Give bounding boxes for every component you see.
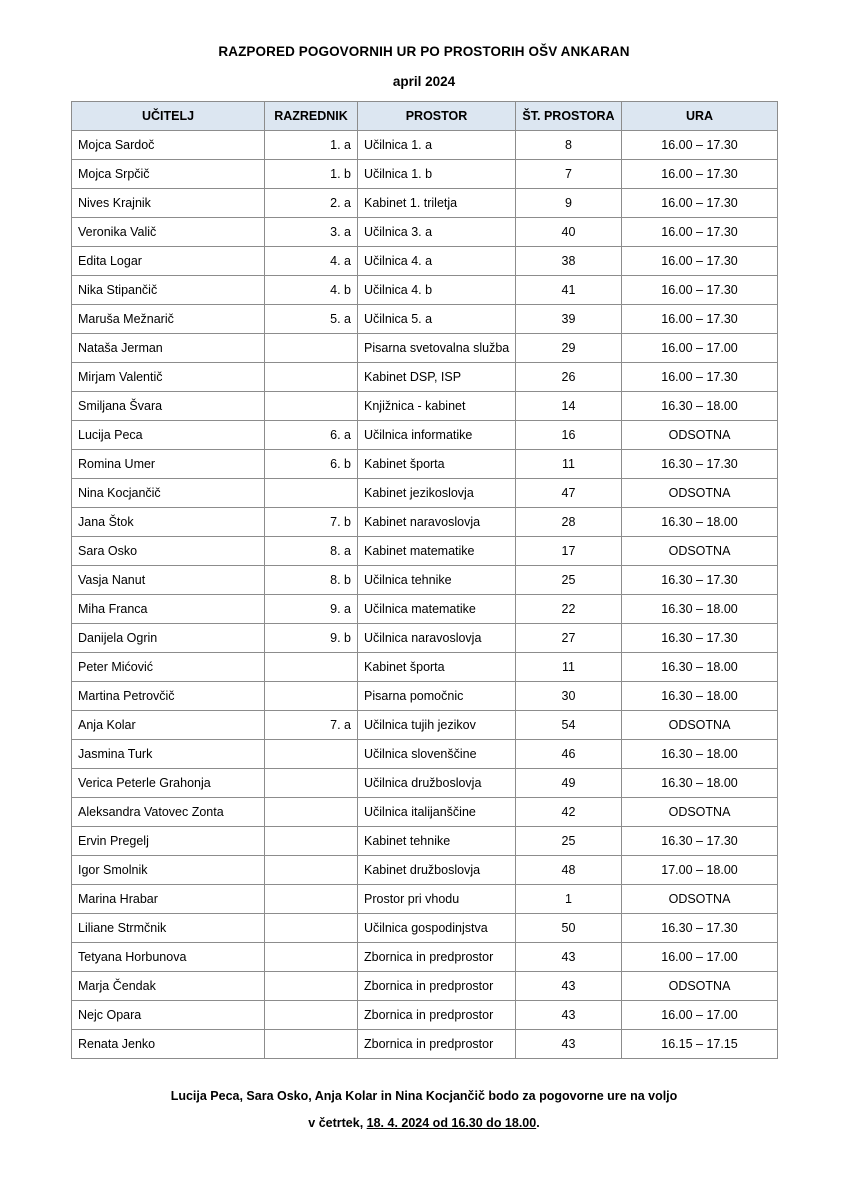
class-cell: 2. a [265,189,358,218]
class-cell [265,1001,358,1030]
room-number-cell: 30 [516,682,622,711]
table-row [72,363,778,392]
room-number-cell: 1 [516,885,622,914]
room-cell: Učilnica 5. a [358,305,516,334]
header-teacher: UČITELJ [72,102,265,131]
room-number-cell: 14 [516,392,622,421]
table-body [72,131,778,1059]
class-cell [265,943,358,972]
time-cell: 16.00 – 17.30 [622,305,778,334]
time-cell: 16.00 – 17.30 [622,363,778,392]
room-number-cell: 48 [516,856,622,885]
time-cell: 16.30 – 18.00 [622,769,778,798]
table-row [72,160,778,189]
table-row [72,421,778,450]
room-cell: Kabinet družboslovja [358,856,516,885]
room-number-cell: 50 [516,914,622,943]
teacher-cell: Verica Peterle Grahonja [72,769,265,798]
class-cell [265,1030,358,1059]
time-cell: 16.30 – 18.00 [622,682,778,711]
table-row [72,392,778,421]
table-row [72,247,778,276]
class-cell [265,856,358,885]
room-cell: Učilnica 1. b [358,160,516,189]
time-cell: 16.30 – 18.00 [622,392,778,421]
teacher-cell: Ervin Pregelj [72,827,265,856]
time-cell: 16.00 – 17.30 [622,160,778,189]
room-number-cell: 42 [516,798,622,827]
teacher-cell: Igor Smolnik [72,856,265,885]
room-number-cell: 43 [516,1030,622,1059]
room-number-cell: 39 [516,305,622,334]
teacher-cell: Miha Franca [72,595,265,624]
time-cell: 16.30 – 18.00 [622,740,778,769]
teacher-cell: Nina Kocjančič [72,479,265,508]
table-row [72,566,778,595]
time-cell: 16.30 – 17.30 [622,450,778,479]
time-cell: 17.00 – 18.00 [622,856,778,885]
teacher-cell: Mojca Srpčič [72,160,265,189]
class-cell: 9. b [265,624,358,653]
teacher-cell: Romina Umer [72,450,265,479]
teacher-cell: Tetyana Horbunova [72,943,265,972]
time-cell: ODSOTNA [622,421,778,450]
room-number-cell: 38 [516,247,622,276]
class-cell: 1. b [265,160,358,189]
table-row [72,769,778,798]
room-number-cell: 47 [516,479,622,508]
time-cell: ODSOTNA [622,885,778,914]
time-cell: 16.00 – 17.30 [622,189,778,218]
room-cell: Učilnica 1. a [358,131,516,160]
class-cell [265,827,358,856]
class-cell: 8. b [265,566,358,595]
class-cell [265,740,358,769]
class-cell [265,479,358,508]
time-cell: 16.15 – 17.15 [622,1030,778,1059]
room-number-cell: 41 [516,276,622,305]
room-number-cell: 28 [516,508,622,537]
teacher-cell: Veronika Valič [72,218,265,247]
time-cell: 16.30 – 17.30 [622,827,778,856]
teacher-cell: Marina Hrabar [72,885,265,914]
table-row [72,624,778,653]
teacher-cell: Smiljana Švara [72,392,265,421]
class-cell: 8. a [265,537,358,566]
header-time: URA [622,102,778,131]
room-number-cell: 43 [516,943,622,972]
class-cell [265,972,358,1001]
page-subtitle: april 2024 [392,74,456,89]
table-row [72,711,778,740]
teacher-cell: Jasmina Turk [72,740,265,769]
table-row [72,334,778,363]
room-cell: Kabinet tehnike [358,827,516,856]
class-cell: 6. a [265,421,358,450]
room-number-cell: 11 [516,653,622,682]
header-class-teacher: RAZREDNIK [265,102,358,131]
teacher-cell: Maruša Mežnarič [72,305,265,334]
room-cell: Učilnica informatike [358,421,516,450]
room-cell: Pisarna svetovalna služba [358,334,516,363]
time-cell: 16.30 – 17.30 [622,566,778,595]
time-cell: 16.00 – 17.30 [622,131,778,160]
time-cell: 16.00 – 17.30 [622,247,778,276]
table-row [72,1030,778,1059]
time-cell: 16.30 – 17.30 [622,624,778,653]
teacher-cell: Danijela Ogrin [72,624,265,653]
teacher-cell: Nives Krajnik [72,189,265,218]
table-row [72,943,778,972]
room-cell: Učilnica tehnike [358,566,516,595]
class-cell: 5. a [265,305,358,334]
note-line-2 [0,1116,848,1130]
teacher-cell: Nejc Opara [72,1001,265,1030]
room-cell: Kabinet naravoslovja [358,508,516,537]
time-cell: 16.00 – 17.30 [622,218,778,247]
time-cell: 16.30 – 18.00 [622,595,778,624]
class-cell: 1. a [265,131,358,160]
teacher-cell: Jana Štok [72,508,265,537]
room-cell: Kabinet 1. triletja [358,189,516,218]
room-cell: Pisarna pomočnic [358,682,516,711]
room-number-cell: 46 [516,740,622,769]
time-cell: 16.00 – 17.30 [622,276,778,305]
table-row [72,189,778,218]
room-cell: Učilnica italijanščine [358,798,516,827]
room-cell: Učilnica slovenščine [358,740,516,769]
room-cell: Učilnica 4. b [358,276,516,305]
table-row [72,798,778,827]
room-number-cell: 54 [516,711,622,740]
time-cell: 16.30 – 18.00 [622,508,778,537]
room-number-cell: 43 [516,972,622,1001]
class-cell [265,653,358,682]
class-cell: 4. a [265,247,358,276]
class-cell [265,334,358,363]
teacher-cell: Peter Mićović [72,653,265,682]
time-cell: ODSOTNA [622,711,778,740]
time-cell: ODSOTNA [622,537,778,566]
class-cell [265,769,358,798]
room-cell: Učilnica 3. a [358,218,516,247]
class-cell [265,885,358,914]
time-cell: 16.00 – 17.00 [622,334,778,363]
teacher-cell: Martina Petrovčič [72,682,265,711]
room-number-cell: 8 [516,131,622,160]
room-number-cell: 27 [516,624,622,653]
class-cell: 3. a [265,218,358,247]
room-number-cell: 22 [516,595,622,624]
room-number-cell: 11 [516,450,622,479]
table-row [72,827,778,856]
room-number-cell: 9 [516,189,622,218]
header-room-number: ŠT. PROSTORA [516,102,622,131]
class-cell [265,798,358,827]
class-cell [265,914,358,943]
table-row [72,885,778,914]
teacher-cell: Vasja Nanut [72,566,265,595]
table-row [72,305,778,334]
room-number-cell: 29 [516,334,622,363]
note-line-2-date: 18. 4. 2024 od 16.30 do 18.00 [366,1116,537,1130]
class-cell: 7. a [265,711,358,740]
class-cell: 6. b [265,450,358,479]
room-number-cell: 26 [516,363,622,392]
room-number-cell: 40 [516,218,622,247]
room-number-cell: 7 [516,160,622,189]
class-cell [265,363,358,392]
teacher-cell: Nika Stipančič [72,276,265,305]
room-cell: Kabinet jezikoslovja [358,479,516,508]
table-row [72,653,778,682]
note-line-2-suffix: . [536,1116,540,1130]
room-cell: Učilnica družboslovja [358,769,516,798]
time-cell: ODSOTNA [622,479,778,508]
note-line-1: Lucija Peca, Sara Osko, Anja Kolar in Nina Kocjančič bodo za pogovorne ure na voljo [170,1089,678,1103]
table-row [72,914,778,943]
room-number-cell: 49 [516,769,622,798]
room-cell: Učilnica matematike [358,595,516,624]
class-cell: 4. b [265,276,358,305]
table-row [72,595,778,624]
table-row [72,131,778,160]
table-header-row [72,102,778,131]
room-cell: Zbornica in predprostor [358,1001,516,1030]
class-cell [265,682,358,711]
teacher-cell: Aleksandra Vatovec Zonta [72,798,265,827]
table-row [72,218,778,247]
time-cell: 16.00 – 17.00 [622,1001,778,1030]
room-number-cell: 17 [516,537,622,566]
class-cell [265,392,358,421]
room-cell: Prostor pri vhodu [358,885,516,914]
teacher-cell: Marja Čendak [72,972,265,1001]
room-number-cell: 25 [516,566,622,595]
teacher-cell: Liliane Strmčnik [72,914,265,943]
teacher-cell: Sara Osko [72,537,265,566]
room-number-cell: 43 [516,1001,622,1030]
room-cell: Učilnica 4. a [358,247,516,276]
table-row [72,450,778,479]
time-cell: ODSOTNA [622,798,778,827]
table-row [72,972,778,1001]
teacher-cell: Mirjam Valentič [72,363,265,392]
time-cell: 16.00 – 17.00 [622,943,778,972]
teacher-cell: Lucija Peca [72,421,265,450]
table-row [72,740,778,769]
room-cell: Kabinet DSP, ISP [358,363,516,392]
room-cell: Knjižnica - kabinet [358,392,516,421]
room-cell: Kabinet matematike [358,537,516,566]
room-cell: Učilnica naravoslovja [358,624,516,653]
table-row [72,856,778,885]
note-line-2-prefix: v četrtek, [308,1116,367,1130]
room-cell: Zbornica in predprostor [358,972,516,1001]
room-cell: Učilnica tujih jezikov [358,711,516,740]
room-cell: Zbornica in predprostor [358,943,516,972]
room-cell: Kabinet športa [358,450,516,479]
table-row [72,1001,778,1030]
room-number-cell: 16 [516,421,622,450]
room-cell: Zbornica in predprostor [358,1030,516,1059]
room-cell: Kabinet športa [358,653,516,682]
teacher-cell: Renata Jenko [72,1030,265,1059]
table-row [72,508,778,537]
teacher-cell: Mojca Sardoč [72,131,265,160]
table-row [72,537,778,566]
time-cell: ODSOTNA [622,972,778,1001]
table-row [72,682,778,711]
room-number-cell: 25 [516,827,622,856]
room-cell: Učilnica gospodinjstva [358,914,516,943]
schedule-table [71,101,778,1059]
teacher-cell: Anja Kolar [72,711,265,740]
table-row [72,276,778,305]
time-cell: 16.30 – 18.00 [622,653,778,682]
table-row [72,479,778,508]
class-cell: 7. b [265,508,358,537]
teacher-cell: Nataša Jerman [72,334,265,363]
header-room: PROSTOR [358,102,516,131]
teacher-cell: Edita Logar [72,247,265,276]
class-cell: 9. a [265,595,358,624]
time-cell: 16.30 – 17.30 [622,914,778,943]
page-title: RAZPORED POGOVORNIH UR PO PROSTORIH OŠV ANKARAN [218,44,630,59]
